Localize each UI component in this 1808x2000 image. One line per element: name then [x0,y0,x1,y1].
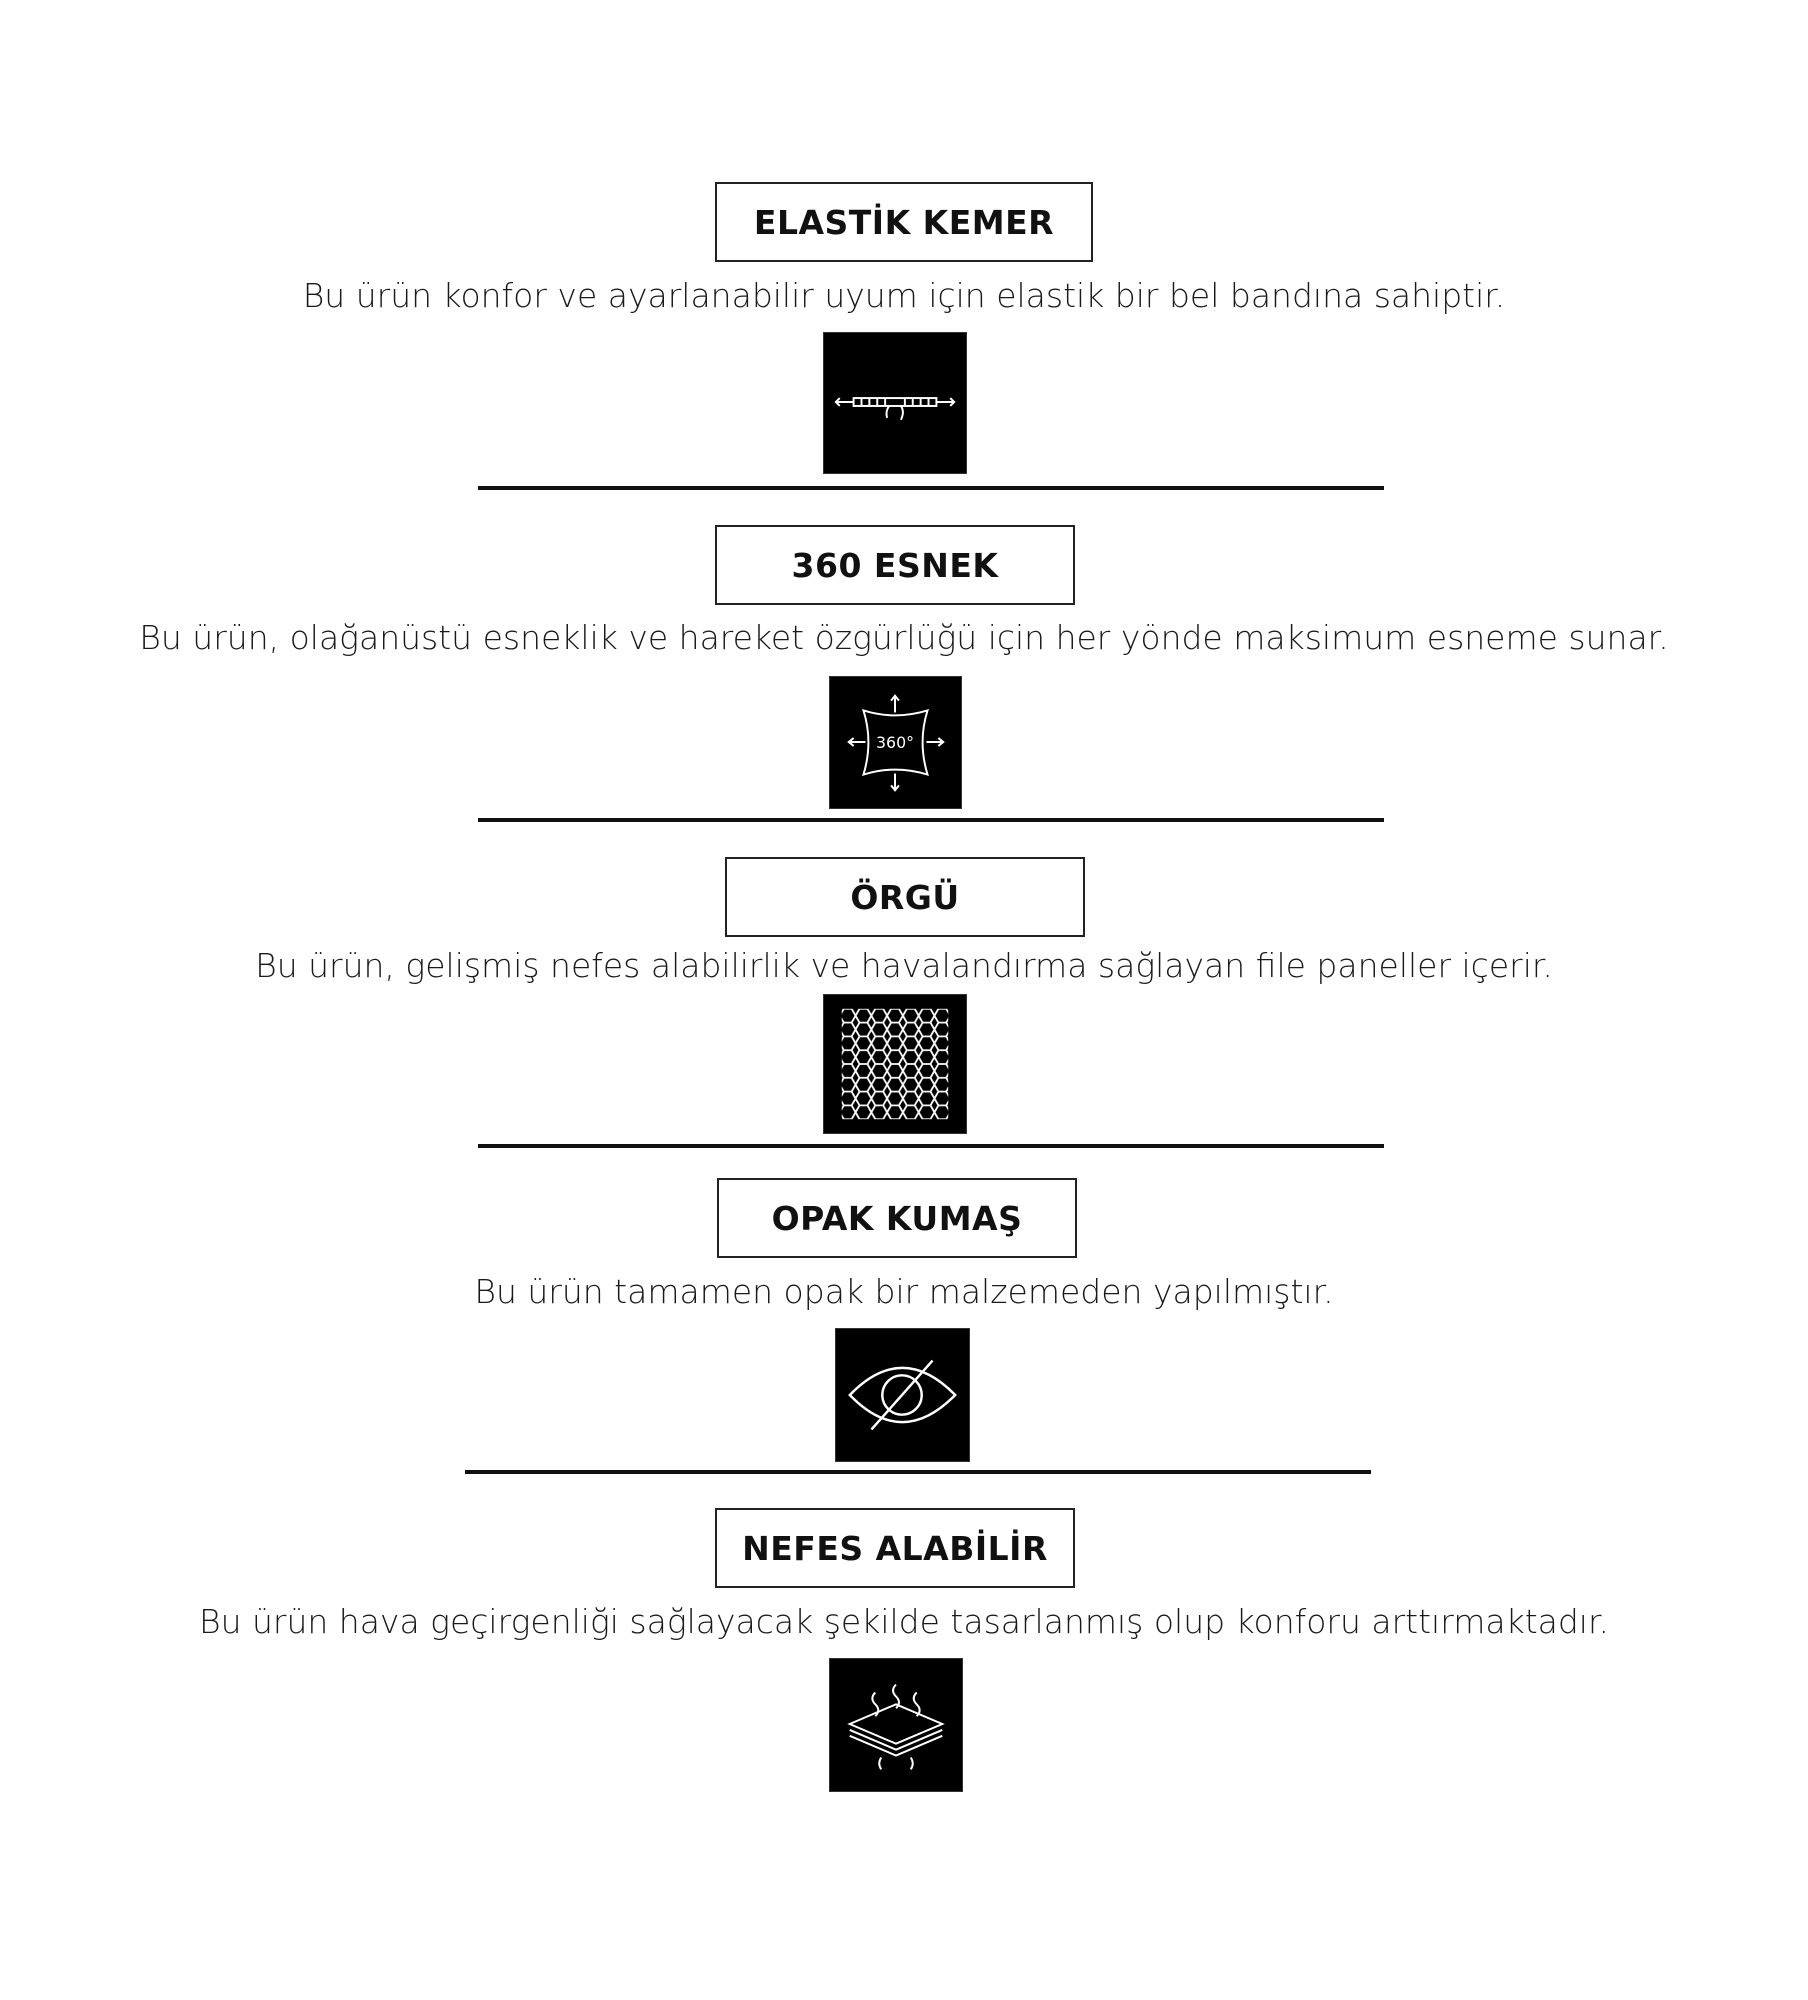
mesh-icon [823,994,967,1134]
elastic-waistband-icon [823,332,967,474]
feature-title: 360 ESNEK [791,545,999,585]
feature-description: Bu ürün, gelişmiş nefes alabilirlik ve havalandırma sağlayan file paneller içerir. [255,946,1553,985]
breathable-fabric-icon [829,1658,963,1792]
feature-title-box [715,525,1075,605]
feature-description: Bu ürün konfor ve ayarlanabilir uyum için elastik bir bel bandına sahiptir. [302,276,1506,315]
section-divider [478,486,1384,490]
feature-title: ELASTİK KEMER [753,202,1055,242]
feature-title: OPAK KUMAŞ [771,1198,1023,1238]
feature-title: ÖRGÜ [850,877,960,917]
feature-title-box [717,1178,1077,1258]
stretch-360-icon [829,676,962,809]
section-divider [478,1144,1384,1148]
section-divider [465,1470,1371,1474]
feature-description: Bu ürün tamamen opak bir malzemeden yapılmıştır. [474,1272,1334,1311]
opaque-eye-icon [835,1328,970,1462]
feature-title-box [725,857,1085,937]
section-divider [478,818,1384,822]
stretch-360-label: 360° [876,732,914,752]
feature-title-box [715,1508,1075,1588]
feature-description: Bu ürün hava geçirgenliği sağlayacak şekilde tasarlanmış olup konforu arttırmaktadır. [198,1602,1609,1641]
feature-description: Bu ürün, olağanüstü esneklik ve hareket özgürlüğü için her yönde maksimum esneme sunar. [139,618,1669,657]
feature-title-box [715,182,1093,262]
feature-title: NEFES ALABİLİR [742,1528,1048,1568]
